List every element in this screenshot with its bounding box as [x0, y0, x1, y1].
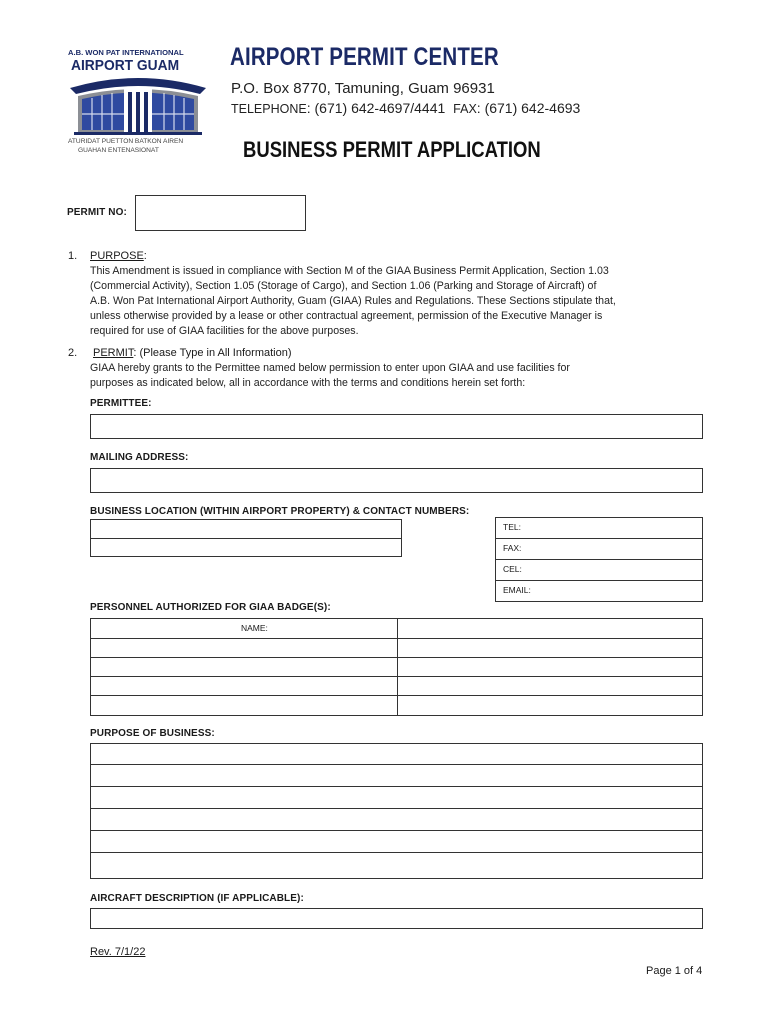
contact-email-field[interactable] [495, 580, 703, 602]
section2-subheading: : (Please Type in All Information) [133, 347, 292, 359]
purpose-of-business-table[interactable] [90, 743, 703, 879]
cel-label: CEL: [503, 564, 522, 574]
contact-tel-field[interactable] [495, 517, 703, 539]
section1-line: (Commercial Activity), Section 1.05 (Storage of Cargo), and Section 1.06 (Parking and Storage of Aircraft) of [90, 280, 597, 292]
section2-heading: PERMIT [93, 347, 134, 359]
mailing-address-label: MAILING ADDRESS: [90, 452, 189, 463]
purpose-row-divider [91, 830, 702, 831]
business-location-field-2[interactable] [90, 538, 402, 557]
purpose-row-divider [91, 852, 702, 853]
section1-line: A.B. Won Pat International Airport Authority, Guam (GIAA) Rules and Regulations. These Sections stipulate that, [90, 295, 616, 307]
section2-heading-wrap [93, 347, 292, 359]
personnel-label: PERSONNEL AUTHORIZED FOR GIAA BADGE(S): [90, 602, 331, 613]
section1-heading: PURPOSE [90, 250, 144, 262]
tel-label: TEL: [503, 522, 521, 532]
purpose-row-divider [91, 786, 702, 787]
purpose-row-divider [91, 808, 702, 809]
email-label: EMAIL: [503, 585, 531, 595]
permittee-label: PERMITTEE: [90, 398, 152, 409]
permittee-field[interactable] [90, 414, 703, 439]
aircraft-description-field[interactable] [90, 908, 703, 929]
revision-label: Rev. 7/1/22 [90, 946, 146, 958]
logo-text-line2: AIRPORT GUAM [71, 57, 180, 74]
logo-text-line1: A.B. WON PAT INTERNATIONAL [68, 48, 184, 57]
personnel-table [90, 618, 703, 716]
logo-text-line3: ATURIDAT PUETTON BATKON AIREN [68, 138, 184, 145]
aircraft-description-label: AIRCRAFT DESCRIPTION (IF APPLICABLE): [90, 893, 304, 904]
personnel-row-divider [91, 676, 702, 677]
section1-line: unless otherwise provided by a lease or other contractual agreement, permission of the Executive Manager is [90, 310, 603, 322]
permit-no-field[interactable] [135, 195, 306, 231]
header-address: P.O. Box 8770, Tamuning, Guam 96931 [231, 80, 495, 97]
phone-label: TELEPHONE [231, 102, 307, 116]
contact-fax-field[interactable] [495, 538, 703, 560]
form-title: BUSINESS PERMIT APPLICATION [243, 137, 541, 162]
permit-no-label: PERMIT NO: [67, 207, 127, 218]
section2-number: 2. [68, 347, 78, 359]
terminal-building-icon [64, 74, 212, 136]
section1-colon: : [143, 250, 147, 262]
business-location-field-1[interactable] [90, 519, 402, 539]
fax-label: FAX: [503, 543, 522, 553]
fax-value: : (671) 642-4693 [476, 100, 581, 116]
section2-line: purposes as indicated below, all in accordance with the terms and conditions herein set forth: [90, 377, 526, 389]
header-title: AIRPORT PERMIT CENTER [230, 43, 499, 71]
personnel-row-divider [91, 638, 702, 639]
phone-value: : (671) 642-4697/4441 [306, 100, 446, 116]
personnel-row-divider [91, 695, 702, 696]
mailing-address-field[interactable] [90, 468, 703, 493]
name-column-header: NAME: [241, 623, 268, 633]
logo-text-line4: GUAHAN ENTENASIONAT [78, 147, 159, 154]
purpose-of-business-label: PURPOSE OF BUSINESS: [90, 728, 215, 739]
section1-heading-wrap [90, 250, 147, 262]
section2-body [90, 361, 710, 391]
purpose-row-divider [91, 764, 702, 765]
contact-cel-field[interactable] [495, 559, 703, 581]
section2-line: GIAA hereby grants to the Permittee named below permission to enter upon GIAA and use facilities for [90, 362, 570, 374]
section1-number: 1. [68, 250, 78, 262]
section1-line: required for use of GIAA facilities for the above purposes. [90, 325, 359, 337]
page-number: Page 1 of 4 [646, 965, 703, 977]
section1-body [90, 264, 710, 339]
airport-logo [64, 48, 212, 163]
section1-line: This Amendment is issued in compliance with Section M of the GIAA Business Permit Application, Section 1.03 [90, 265, 609, 277]
header-phone [231, 100, 580, 116]
fax-label: FAX [453, 102, 477, 116]
personnel-col-divider [397, 619, 398, 715]
personnel-row-divider [91, 657, 702, 658]
business-location-label: BUSINESS LOCATION (WITHIN AIRPORT PROPERTY) & CONTACT NUMBERS: [90, 506, 470, 517]
